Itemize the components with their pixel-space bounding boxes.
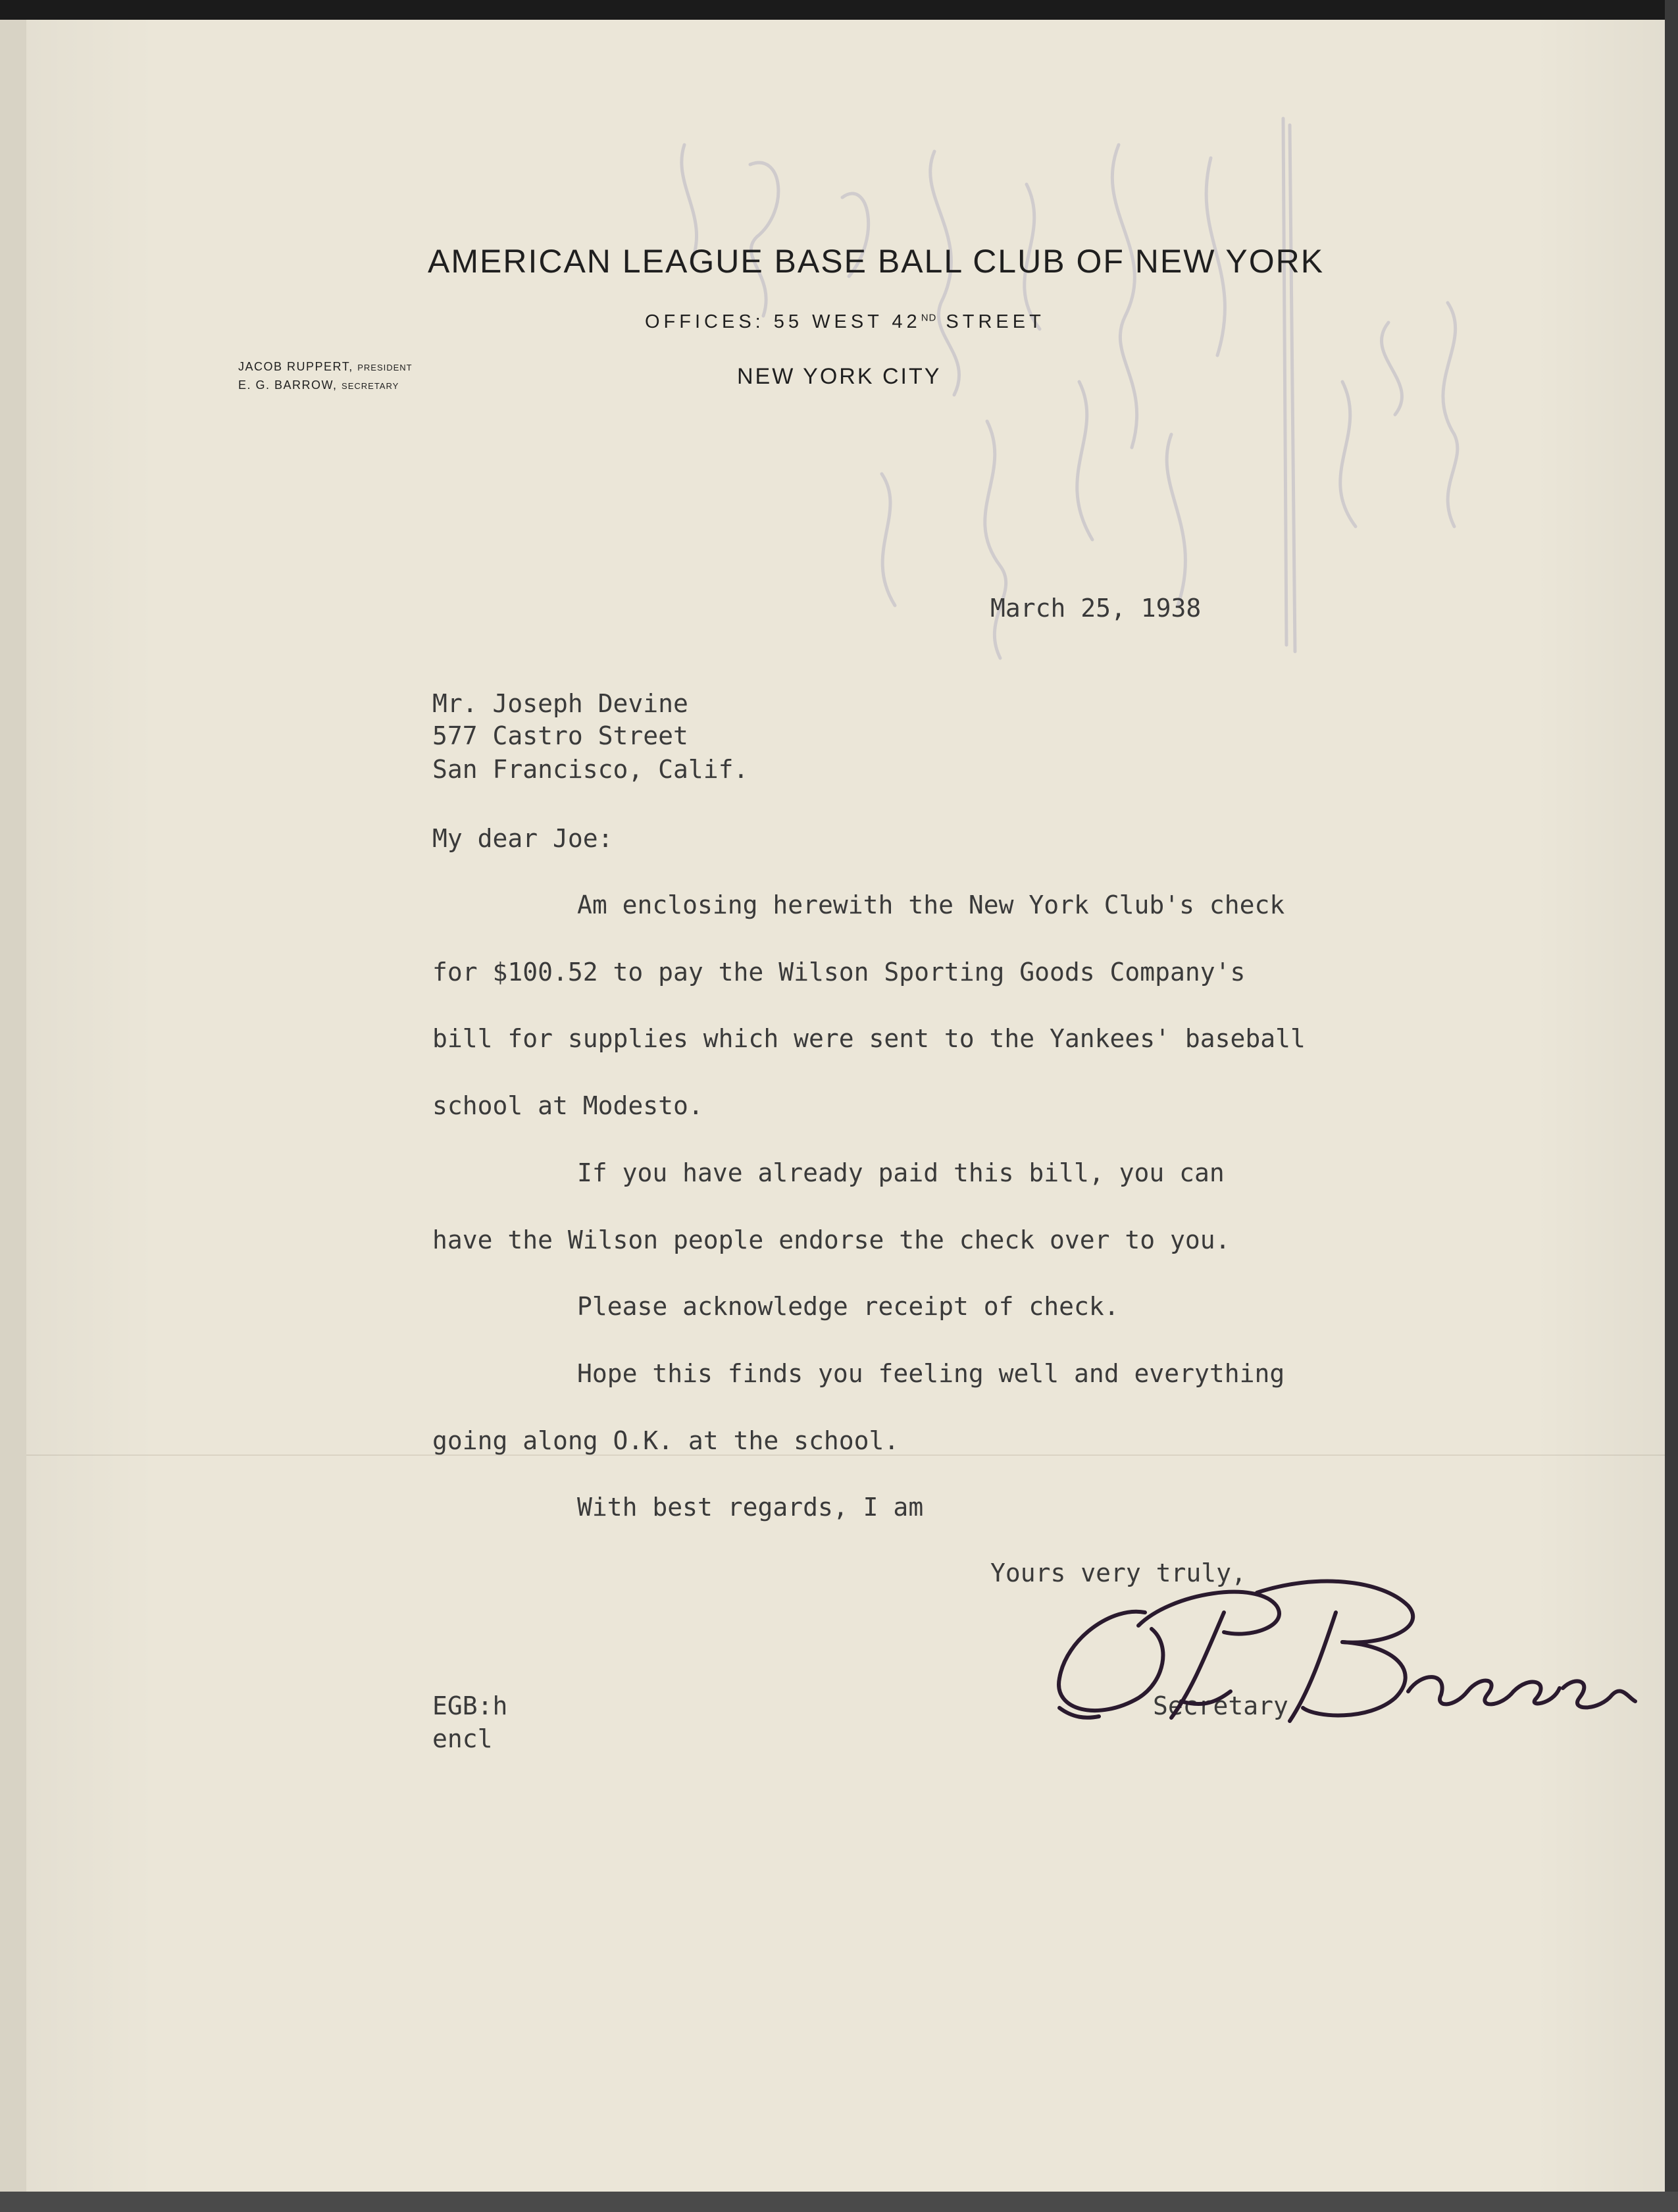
officer-president (238, 360, 413, 374)
offices-ordinal-suffix: ND (921, 312, 937, 324)
enclosure-note: encl (432, 1724, 493, 1753)
recipient-line: 577 Castro Street (432, 721, 688, 750)
body-line: Hope this finds you feeling well and everything (577, 1359, 1285, 1388)
letterhead-city: NEW YORK CITY (737, 364, 942, 389)
body-line: With best regards, I am (577, 1493, 924, 1522)
officer-role: PRESIDENT (357, 363, 413, 373)
body-line: bill for supplies which were sent to the Yankees' baseball (432, 1024, 1306, 1053)
officer-name: E. G. BARROW, (238, 378, 338, 392)
letterhead-offices (645, 311, 1045, 333)
offices-street: STREET (946, 311, 1045, 332)
body-line: school at Modesto. (432, 1091, 703, 1120)
body-line: for $100.52 to pay the Wilson Sporting Goods Company's (432, 958, 1246, 987)
handwritten-signature (1040, 1566, 1639, 1737)
recipient-line: San Francisco, Calif. (432, 755, 749, 784)
body-line: Am enclosing herewith the New York Club's check (577, 890, 1285, 919)
letterhead-club-name: AMERICAN LEAGUE BASE BALL CLUB OF NEW YORK (428, 243, 1325, 280)
scan-border-bottom (0, 2192, 1678, 2212)
salutation: My dear Joe: (432, 824, 613, 853)
offices-address-number: 55 WEST 42 (773, 311, 921, 332)
officer-name: JACOB RUPPERT, (238, 360, 353, 373)
scan-border-top (0, 0, 1678, 20)
officer-role: SECRETARY (342, 381, 399, 391)
body-line: have the Wilson people endorse the check over to you. (432, 1225, 1231, 1254)
letter-date: March 25, 1938 (990, 594, 1202, 623)
body-line: going along O.K. at the school. (432, 1426, 900, 1455)
scan-border-left (0, 20, 26, 2192)
scan-border-right (1665, 0, 1678, 2212)
recipient-line: Mr. Joseph Devine (432, 689, 688, 718)
body-line: If you have already paid this bill, you can (577, 1158, 1225, 1187)
closing: Yours very truly, (990, 1558, 1246, 1587)
signature-title: Secretary (1153, 1691, 1288, 1720)
offices-label: OFFICES: (645, 311, 765, 332)
body-line: Please acknowledge receipt of check. (577, 1292, 1119, 1321)
officer-secretary (238, 378, 399, 392)
reference-initials: EGB:h (432, 1691, 508, 1720)
